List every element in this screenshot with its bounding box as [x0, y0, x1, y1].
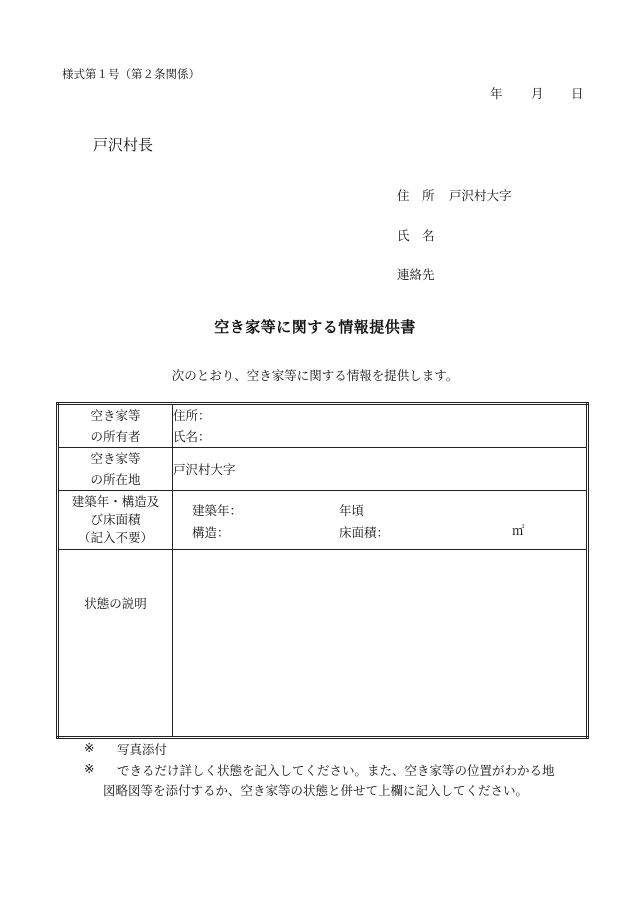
state-row [58, 550, 588, 738]
state-label-cell [58, 550, 173, 738]
building-label [58, 491, 173, 550]
note-mark-2: ※ [84, 761, 95, 776]
square-meter-unit: ㎡ [512, 523, 525, 538]
date-year: 年 [490, 86, 503, 101]
sender-name-label: 氏 名 [397, 228, 435, 243]
building-label-line1: 建築年・構造及 [71, 494, 160, 509]
sender-contact-label: 連絡先 [397, 267, 435, 282]
owner-value-cell[interactable] [173, 404, 588, 448]
building-row [58, 491, 588, 550]
note-mark-1: ※ [84, 740, 95, 755]
location-label-line1: 空き家等 [90, 451, 141, 466]
owner-label-line1: 空き家等 [90, 408, 141, 423]
intro-text: 次のとおり、空き家等に関する情報を提供します。 [171, 368, 459, 383]
owner-row [58, 404, 588, 448]
owner-address-field[interactable]: 住所： [173, 408, 211, 423]
form-number: 様式第１号（第２条関係） [62, 67, 200, 81]
addressee: 戸沢村長 [93, 136, 154, 154]
owner-name-field[interactable]: 氏名： [173, 429, 211, 444]
location-row [58, 448, 588, 491]
built-year-label: 建築年： [192, 503, 243, 518]
owner-label [58, 404, 173, 448]
document-title: 空き家等に関する情報提供書 [214, 318, 416, 336]
structure-label: 構造： [192, 525, 230, 540]
location-value[interactable]: 戸沢村大字 [173, 462, 236, 477]
note-details-line2: 図略図等を添付するか、空き家等の状態と併せて上欄に記入してください。 [103, 783, 529, 798]
date-day: 日 [571, 86, 584, 101]
info-table [56, 402, 589, 739]
date-month: 月 [531, 86, 544, 101]
floor-area-label: 床面積： [339, 525, 390, 540]
note-photo: 写真添付 [117, 742, 168, 757]
building-label-line2: び床面積 [90, 512, 141, 527]
building-value-cell [173, 491, 588, 550]
building-label-line3: （記入不要） [77, 530, 153, 545]
year-suffix: 年頃 [339, 503, 365, 518]
owner-label-line2: の所有者 [90, 429, 141, 444]
location-value-cell[interactable] [173, 448, 588, 491]
note-details-line1: できるだけ詳しく状態を記入してください。また、空き家等の位置がわかる地 [117, 763, 555, 778]
sender-address-label: 住 所 [397, 188, 435, 203]
sender-address-value[interactable]: 戸沢村大字 [449, 188, 512, 203]
location-label-line2: の所在地 [90, 472, 141, 487]
state-label: 状態の説明 [84, 596, 147, 611]
state-description-field[interactable] [173, 550, 588, 738]
location-label [58, 448, 173, 491]
